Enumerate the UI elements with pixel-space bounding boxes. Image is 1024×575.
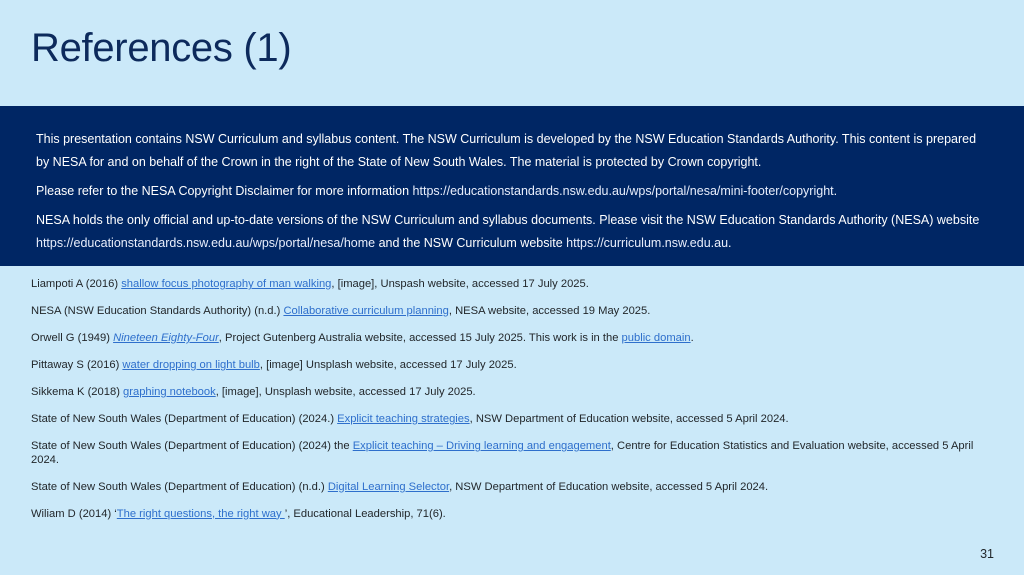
reference-text: State of New South Wales (Department of Education) (2024.)	[31, 413, 338, 425]
reference-list	[31, 278, 991, 535]
reference-link[interactable]: The right questions, the right way	[116, 507, 285, 520]
reference-text: Wiliam D (2014) ‘	[31, 507, 117, 520]
reference-text: , Project Gutenberg Australia website, accessed 15 July 2025. This work is in the	[218, 332, 622, 344]
reference-item	[31, 305, 991, 319]
reference-text: , NESA website, accessed 19 May 2025.	[448, 305, 651, 317]
reference-item	[31, 413, 991, 427]
reference-text: , [image], Unsplash website, accessed 17 July 2025.	[215, 386, 476, 398]
punctuation: .	[728, 236, 732, 250]
reference-text: Orwell G (1949)	[31, 332, 114, 344]
reference-text: Liampoti A (2016)	[31, 278, 122, 290]
reference-link[interactable]: Digital Learning Selector	[327, 480, 450, 493]
copyright-paragraph-2	[36, 180, 988, 203]
reference-text: , NSW Department of Education website, accessed 5 April 2024.	[449, 480, 769, 493]
reference-text: NESA (NSW Education Standards Authority) (n.d.)	[31, 305, 284, 317]
reference-text: , [image] Unsplash website, accessed 17 July 2025.	[259, 359, 517, 371]
reference-item	[31, 359, 991, 373]
copyright-text: NESA holds the only official and up-to-date versions of the NSW Curriculum and syllabus documents. Please visit the NSW Education Standards Authority (NESA) website	[36, 213, 980, 227]
reference-link[interactable]: Explicit teaching strategies	[337, 413, 470, 425]
nesa-copyright-url[interactable]: https://educationstandards.nsw.edu.au/wps/portal/nesa/mini-footer/copyright	[412, 184, 834, 198]
reference-link[interactable]: graphing notebook	[123, 386, 216, 398]
nsw-curriculum-url[interactable]: https://curriculum.nsw.edu.au	[566, 236, 729, 250]
reference-item	[31, 278, 991, 292]
copyright-text: Please refer to the NESA Copyright Disclaimer for more information	[36, 184, 413, 198]
reference-link[interactable]: water dropping on light bulb	[122, 359, 260, 371]
reference-text: .	[690, 332, 694, 344]
reference-text: Pittaway S (2016)	[31, 359, 123, 371]
reference-item	[31, 440, 991, 467]
copyright-paragraph-3	[36, 209, 988, 255]
reference-item	[31, 508, 991, 522]
nesa-home-url[interactable]: https://educationstandards.nsw.edu.au/wps/portal/nesa/home	[36, 236, 376, 250]
copyright-paragraph-1: This presentation contains NSW Curriculum and syllabus content. The NSW Curriculum is developed by the NSW Education Standards Authority. This content is prepared by NESA for and on behalf of the Crown in the right of the State of New South Wales. The material is protected by Crown copyright.	[36, 132, 977, 169]
reference-text: ’, Educational Leadership, 71(6).	[284, 507, 446, 520]
reference-text: , NSW Department of Education website, accessed 5 April 2024.	[469, 413, 789, 425]
reference-link[interactable]: Explicit teaching – Driving learning and engagement	[352, 440, 611, 452]
copyright-text: and the NSW Curriculum website	[375, 236, 567, 250]
reference-text: Sikkema K (2018)	[31, 386, 124, 398]
reference-text: State of New South Wales (Department of Education) (2024) the	[31, 440, 353, 452]
copyright-notice	[0, 106, 1024, 266]
reference-item	[31, 332, 991, 346]
reference-link[interactable]: shallow focus photography of man walking	[121, 278, 332, 290]
reference-text: , Centre for Education Statistics and Evaluation website, accessed 5 April 2024.	[31, 440, 974, 466]
slide-title: References (1)	[31, 26, 292, 70]
reference-text: State of New South Wales (Department of Education) (n.d.)	[31, 480, 328, 493]
punctuation: .	[833, 184, 838, 198]
reference-item	[31, 481, 991, 495]
public-domain-link[interactable]: public domain	[621, 332, 691, 344]
page-number: 31	[980, 547, 994, 561]
reference-link[interactable]: Collaborative curriculum planning	[283, 305, 449, 317]
reference-text: , [image], Unspash website, accessed 17 July 2025.	[331, 278, 589, 290]
reference-item	[31, 386, 991, 400]
reference-link[interactable]: Nineteen Eighty-Four	[113, 332, 219, 344]
